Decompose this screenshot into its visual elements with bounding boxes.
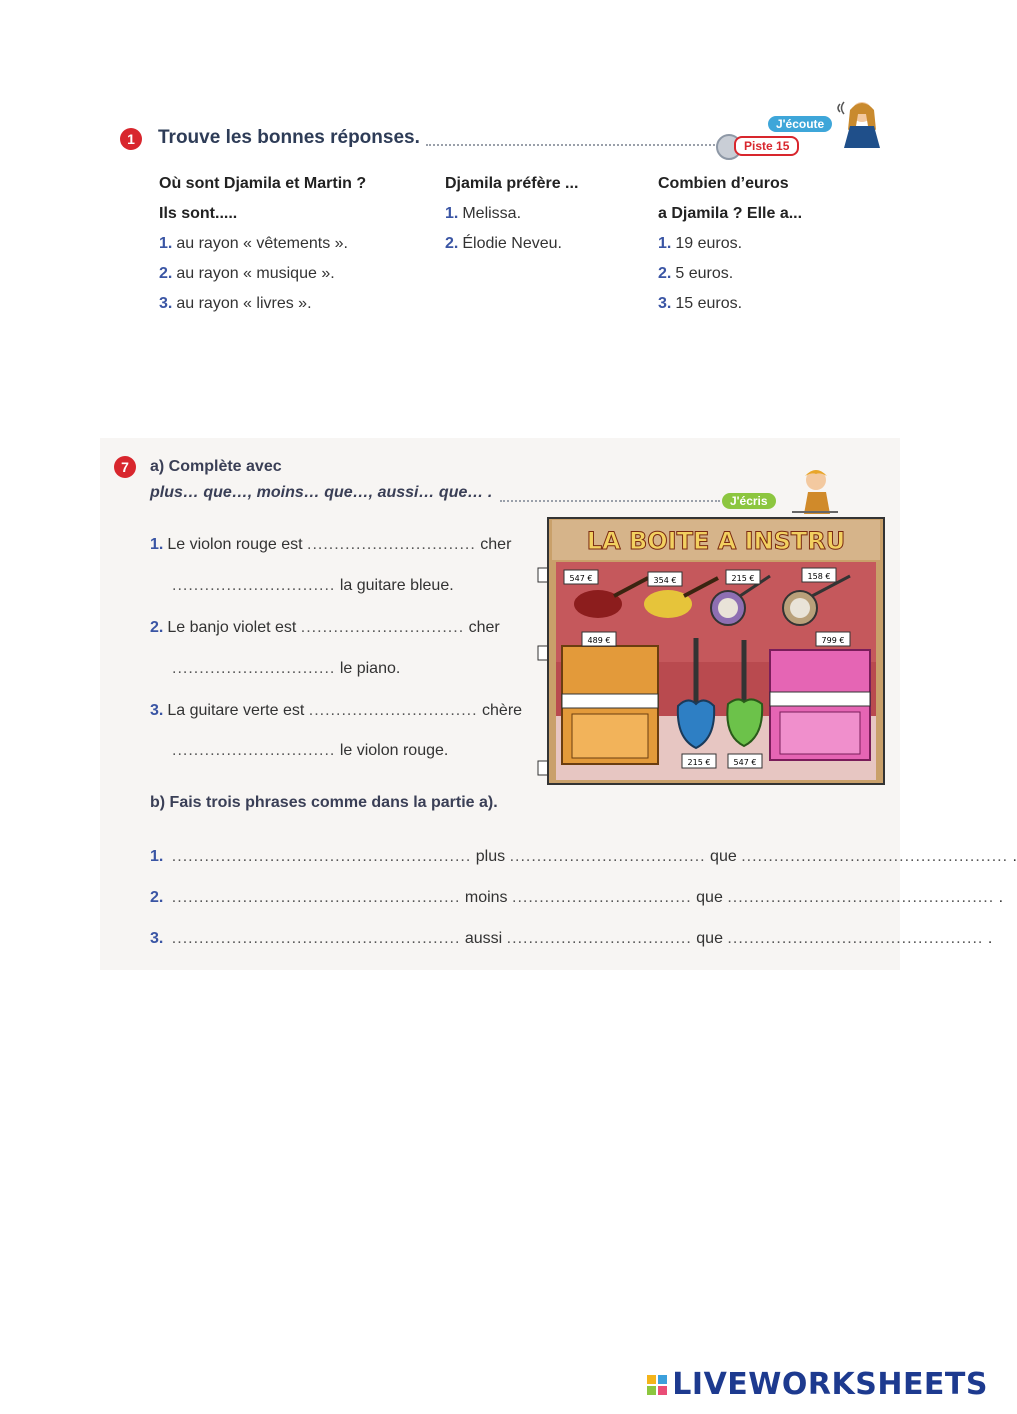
- writing-boy-illustration: [790, 466, 840, 516]
- blank-field[interactable]: .......................................................: [171, 848, 472, 865]
- sentence-end: la guitare bleue.: [339, 577, 454, 594]
- option-number: 1.: [159, 235, 173, 252]
- sentence-start: La guitare verte est: [167, 702, 305, 719]
- sentence-a2: [150, 619, 500, 637]
- track-tag: Piste 15: [734, 136, 799, 156]
- comparison-word: que: [710, 848, 737, 865]
- option-number: 1.: [658, 235, 672, 252]
- blank-field[interactable]: ...............................: [308, 702, 478, 719]
- answer-option[interactable]: [658, 235, 742, 253]
- exercise-title-b: b) Fais trois phrases comme dans la partie a).: [150, 794, 498, 811]
- price-violet-banjo: 215 €: [731, 574, 755, 583]
- price-brown-piano: 489 €: [587, 636, 611, 645]
- blank-field[interactable]: ....................................: [509, 848, 706, 865]
- sentence-b2: [150, 889, 1003, 907]
- sentence-start: Le banjo violet est: [167, 619, 297, 636]
- logo-text: LIVEWORKSHEETS: [672, 1367, 988, 1402]
- logo-icon: [647, 1375, 667, 1395]
- option-number: 2.: [445, 235, 459, 252]
- option-text: Melissa.: [462, 205, 522, 222]
- comparison-word: que: [696, 930, 723, 947]
- liveworksheets-logo[interactable]: [647, 1367, 988, 1402]
- blank-field[interactable]: .....................................................: [171, 930, 461, 947]
- option-text: 19 euros.: [675, 235, 743, 252]
- option-text: Élodie Neveu.: [462, 235, 562, 252]
- music-shop-illustration: [538, 516, 888, 786]
- price-red-violin: 547 €: [569, 574, 593, 583]
- item-number: 2.: [150, 619, 164, 636]
- item-number: 1.: [150, 536, 164, 553]
- sentence-b3: [150, 930, 992, 948]
- question-1-line1: Où sont Djamila et Martin ?: [159, 175, 367, 192]
- shop-sign: LA BOITE A INSTRU: [586, 527, 846, 555]
- listening-girl-illustration: [836, 96, 882, 148]
- option-text: au rayon « vêtements ».: [176, 235, 348, 252]
- question-1-line2: Ils sont.....: [159, 205, 238, 222]
- question-3-line1: Combien d’euros: [658, 175, 789, 192]
- question-3-line2: a Djamila ? Elle a...: [658, 205, 803, 222]
- comparison-word: aussi: [464, 930, 503, 947]
- price-yellow-violin: 354 €: [653, 576, 677, 585]
- option-number: 2.: [658, 265, 672, 282]
- blank-field[interactable]: ...............................: [307, 536, 476, 553]
- item-number: 3.: [150, 930, 164, 947]
- price-pink-piano: 799 €: [821, 636, 845, 645]
- blank-field[interactable]: ..................................: [506, 930, 692, 947]
- blank-field[interactable]: ..............................: [300, 619, 465, 636]
- answer-option[interactable]: [658, 265, 733, 283]
- exercise-title-a: a) Complète avec: [150, 458, 282, 475]
- option-number: 3.: [658, 295, 672, 312]
- sentence-a3-line2: [172, 742, 448, 760]
- sentence-a1-line2: [172, 577, 454, 595]
- sentence-middle: cher: [468, 619, 500, 636]
- sentence-a2-line2: [172, 660, 400, 678]
- option-number: 3.: [159, 295, 173, 312]
- price-beige-banjo: 158 €: [807, 572, 831, 581]
- exercise-subtitle: plus… que…, moins… que…, aussi… que… .: [150, 484, 493, 501]
- sentence-middle: cher: [480, 536, 512, 553]
- exercise-title: Trouve les bonnes réponses.: [158, 127, 420, 148]
- comparison-word: plus: [475, 848, 506, 865]
- option-text: au rayon « livres ».: [176, 295, 312, 312]
- blank-field[interactable]: ..............................: [172, 742, 336, 759]
- item-number: 1.: [150, 848, 164, 865]
- blank-field[interactable]: .................................................: [741, 848, 1009, 865]
- price-green-guitar: 547 €: [733, 758, 757, 767]
- option-number: 1.: [445, 205, 459, 222]
- option-text: au rayon « musique ».: [176, 265, 335, 282]
- price-blue-guitar: 215 €: [687, 758, 711, 767]
- item-number: 2.: [150, 889, 164, 906]
- blank-field[interactable]: ..............................: [172, 577, 336, 594]
- option-text: 15 euros.: [675, 295, 743, 312]
- exercise-7-panel: [100, 438, 1017, 970]
- answer-option[interactable]: [658, 295, 742, 313]
- exercise-number-badge: 7: [114, 456, 136, 478]
- sentence-end: .: [1012, 848, 1017, 865]
- answer-option[interactable]: [159, 265, 335, 283]
- option-number: 2.: [159, 265, 173, 282]
- sentence-middle: chère: [482, 702, 523, 719]
- blank-field[interactable]: .....................................................: [171, 889, 461, 906]
- sentence-start: Le violon rouge est: [167, 536, 303, 553]
- sentence-a1: [150, 536, 511, 554]
- exercise-number-badge: 1: [120, 128, 142, 150]
- sentence-end: .: [998, 889, 1004, 906]
- title-dotted-leader: [426, 144, 726, 146]
- comparison-word: que: [696, 889, 723, 906]
- sentence-end: le violon rouge.: [339, 742, 449, 759]
- blank-field[interactable]: ..............................: [172, 660, 336, 677]
- answer-option[interactable]: [445, 205, 521, 223]
- listen-tag: J'écoute: [768, 116, 832, 132]
- subtitle-dotted-leader: [500, 500, 720, 502]
- sentence-end: .: [987, 930, 993, 947]
- comparison-word: moins: [464, 889, 508, 906]
- sentence-a3: [150, 702, 522, 720]
- write-tag: J'écris: [722, 493, 776, 509]
- item-number: 3.: [150, 702, 164, 719]
- answer-option[interactable]: [445, 235, 562, 253]
- blank-field[interactable]: .................................: [512, 889, 692, 906]
- blank-field[interactable]: ...............................................: [727, 930, 984, 947]
- sentence-end: le piano.: [339, 660, 401, 677]
- blank-field[interactable]: .................................................: [727, 889, 995, 906]
- answer-option[interactable]: [159, 235, 348, 253]
- option-text: 5 euros.: [675, 265, 734, 282]
- question-2-line1: Djamila préfère ...: [445, 175, 579, 192]
- answer-option[interactable]: [159, 295, 312, 313]
- sentence-b1: [150, 848, 1017, 866]
